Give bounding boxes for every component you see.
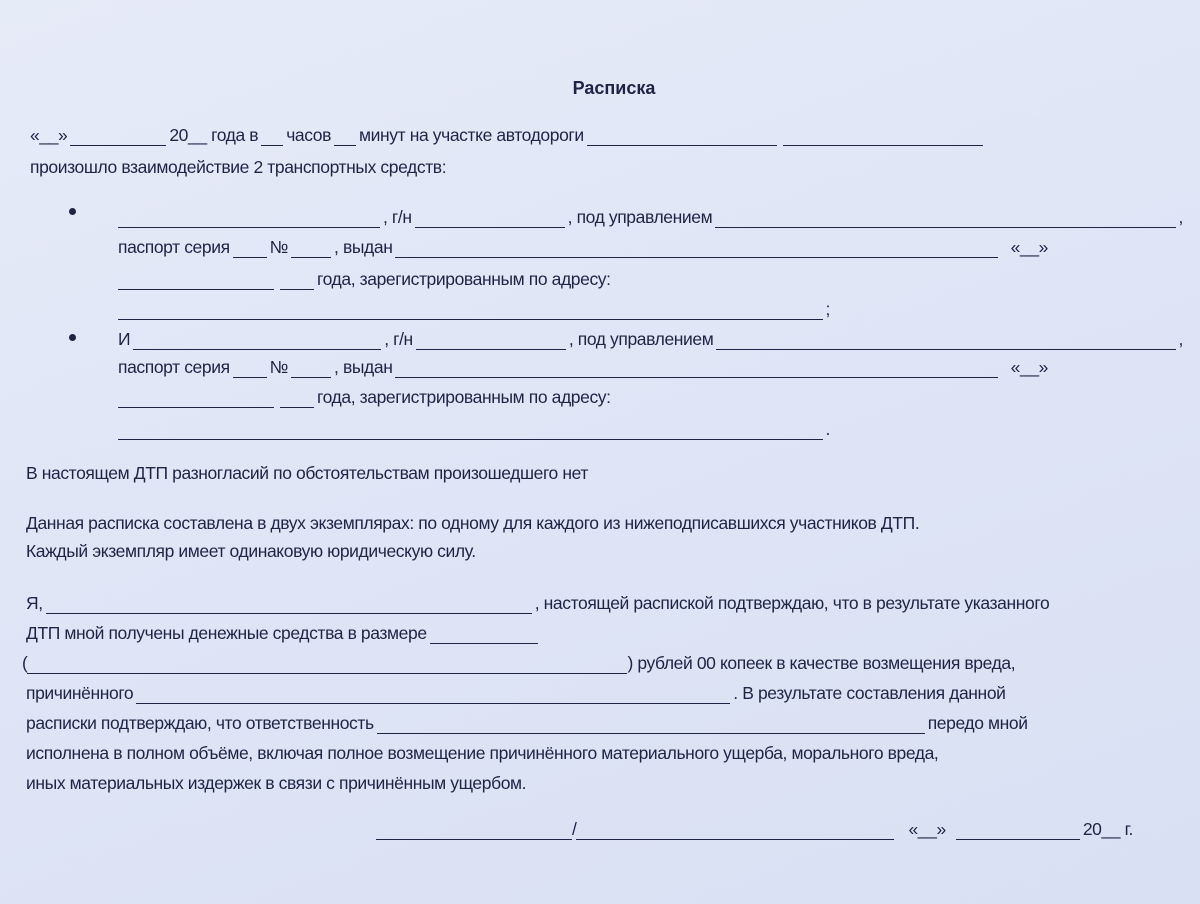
vehicle-1-number-blank[interactable] [291,239,331,258]
vehicle-2-model-blank[interactable] [133,331,381,350]
vehicle-1-issued-blank[interactable] [395,239,997,258]
vehicle-prefix: И [118,329,131,349]
vehicle-1-driver-blank[interactable] [715,209,1175,228]
vehicle-2-line-3 [118,386,611,408]
vehicle-2-plate-blank[interactable] [416,331,566,350]
vehicle-1-year-blank[interactable] [280,271,314,290]
liable-party-blank[interactable] [377,715,925,734]
signature-line [376,818,1133,840]
statement-text: ДТП мной получены денежные средства в размере [26,623,427,643]
statement-text: , настоящей распиской подтверждаю, что в результате указанного [534,593,1050,613]
vehicle-2-address-blank[interactable] [118,421,823,440]
comma: , [1178,207,1183,227]
issued-label: , выдан [334,357,393,377]
vehicle-2-line-1 [118,328,1183,350]
driver-label: , под управлением [567,207,713,227]
period: . [825,419,830,439]
plate-label: , г/н [383,207,412,227]
vehicle-2-line-2 [118,356,1048,378]
vehicle-1-month-blank[interactable] [118,271,274,290]
hours-label: часов [286,125,332,145]
number-label: № [269,357,289,377]
day-field[interactable]: «__» [30,125,68,145]
vehicle-2-day-field[interactable]: «__» [1010,357,1048,377]
passport-label: паспорт серия [118,237,230,257]
vehicle-1-line-4 [118,298,830,320]
intro-line-1 [30,124,986,146]
paren: ( [22,653,28,673]
statement-text: расписки подтверждаю, что ответственность [26,713,374,733]
statement-line-6: исполнена в полном объёме, включая полное возмещение причинённого материального ущерба, морального вреда, [26,743,939,763]
vehicle-2-number-blank[interactable] [291,359,331,378]
copies-text-2: Каждый экземпляр имеет одинаковую юридическую силу. [26,541,476,561]
statement-text: ) рублей 00 копеек в качестве возмещения вреда, [627,653,1016,673]
address-label: года, зарегистрированным по адресу: [317,269,611,289]
vehicle-2-series-blank[interactable] [233,359,267,378]
hours-blank[interactable] [261,127,283,146]
plate-label: , г/н [384,329,413,349]
signature-blank[interactable] [376,821,572,840]
vehicle-1-model-blank[interactable] [118,209,380,228]
statement-line-4 [26,682,1006,704]
vehicle-2-issued-blank[interactable] [395,359,997,378]
amount-blank[interactable] [430,625,538,644]
statement-line-2 [26,622,541,644]
vehicle-1-line-2 [118,236,1048,258]
statement-text: причинённого [26,683,134,703]
vehicle-2-driver-blank[interactable] [716,331,1175,350]
statement-line-7: иных материальных издержек в связи с причинённым ущербом. [26,773,527,793]
vehicle-1-address-blank[interactable] [118,301,823,320]
address-label: года, зарегистрированным по адресу: [317,387,611,407]
vehicle-1-line-1 [118,206,1183,228]
issued-label: , выдан [334,237,393,257]
vehicle-2-year-blank[interactable] [280,389,314,408]
bullet-icon [69,208,76,215]
number-label: № [269,237,289,257]
comma: , [1178,329,1183,349]
driver-label: , под управлением [568,329,714,349]
statement-line-3 [22,652,1015,674]
recipient-name-blank[interactable] [46,595,532,614]
no-disagreement-text: В настоящем ДТП разногласий по обстоятельствам произошедшего нет [26,463,588,483]
month-blank[interactable] [70,127,166,146]
signature-month-blank[interactable] [956,821,1080,840]
harm-blank[interactable] [136,685,730,704]
vehicle-2-line-4 [118,418,830,440]
page-title: Расписка [572,78,656,98]
road-blank-2[interactable] [783,127,983,146]
slash: / [572,819,577,839]
road-blank-1[interactable] [587,127,777,146]
bullet-icon [69,334,76,341]
amount-words-blank[interactable] [27,655,627,674]
intro-line-2: произошло взаимодействие 2 транспортных средств: [30,157,447,177]
statement-text: передо мной [927,713,1028,733]
statement-i: Я, [26,593,43,613]
statement-text: . В результате составления данной [733,683,1006,703]
copies-text-1: Данная расписка составлена в двух экземплярах: по одному для каждого из нижеподписавшихся участников ДТП. [26,513,920,533]
vehicle-1-series-blank[interactable] [233,239,267,258]
statement-line-1 [26,592,1200,614]
passport-label: паспорт серия [118,357,230,377]
semicolon: ; [825,299,830,319]
minutes-blank[interactable] [334,127,356,146]
road-label: минут на участке автодороги [359,125,584,145]
vehicle-1-day-field[interactable]: «__» [1010,237,1048,257]
vehicle-1-line-3 [118,268,611,290]
signature-day-field[interactable]: «__» [908,819,946,839]
vehicle-1-plate-blank[interactable] [415,209,565,228]
signature-year[interactable]: 20__ г. [1082,819,1133,839]
full-name-blank[interactable] [576,821,894,840]
vehicle-2-month-blank[interactable] [118,389,274,408]
statement-line-5 [26,712,1028,734]
year-label: 20__ года в [169,125,259,145]
